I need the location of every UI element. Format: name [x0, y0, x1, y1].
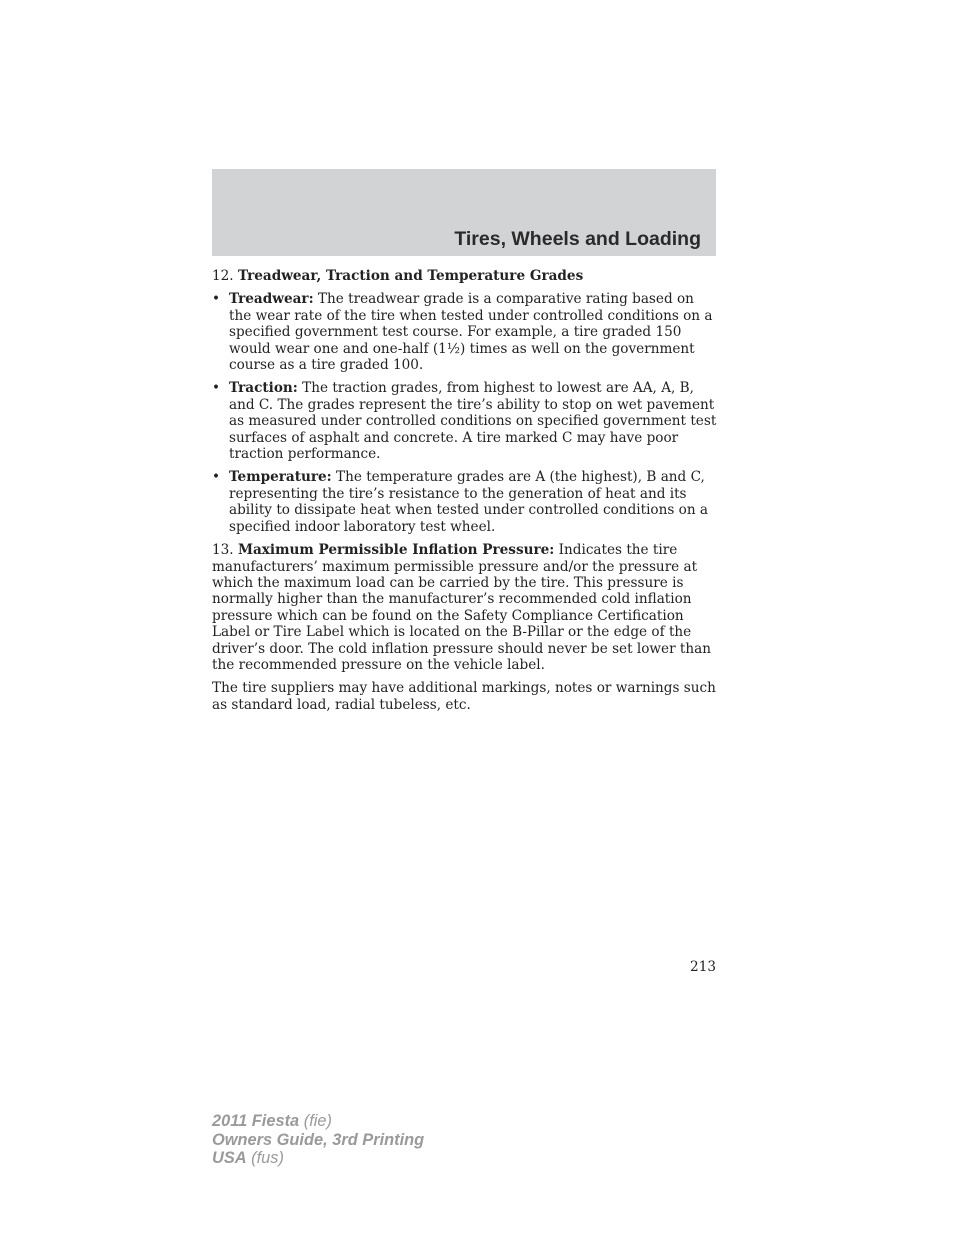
bullet-label: Traction: — [229, 380, 298, 397]
section-title: Tires, Wheels and Loading — [454, 228, 701, 250]
bullet-text: The traction grades, from highest to lowest are AA, A, B, and C. The grades represent the tire’s ability to stop on wet pavement as measured under controlled conditions on specified government test surfaces of asphalt and concrete. A tire marked C may have poor traction performance. — [229, 380, 717, 463]
bullet-glyph: • — [212, 291, 221, 308]
list-item-traction — [212, 380, 718, 462]
item-13-paragraph — [212, 542, 718, 673]
footer-line-1 — [212, 1112, 424, 1131]
item-13-number: 13. — [212, 542, 234, 559]
list-item-temperature — [212, 469, 718, 535]
footer-model: 2011 Fiesta — [212, 1112, 300, 1130]
footer-imprint — [212, 1112, 424, 1168]
item-13-text: Indicates the tire manufacturers’ maximum permissible pressure and/or the pressure at which the maximum load can be carried by the tire. This pressure is normally higher than the manufacturer’s recommended cold inflation pressure which can be found on the Safety Compliance Certification Label or Tire Label which is located on the B-Pillar or the edge of the driver’s door. The cold inflation pressure should never be set lower than the recommended pressure on the vehicle label. — [212, 542, 711, 673]
page-content — [212, 268, 718, 720]
closing-paragraph: The tire suppliers may have additional markings, notes or warnings such as standard load, radial tubeless, etc. — [212, 680, 716, 713]
grades-list — [212, 291, 718, 535]
page-number: 213 — [690, 959, 716, 975]
list-item-treadwear — [212, 291, 718, 373]
bullet-text: The treadwear grade is a comparative rating based on the wear rate of the tire when tested under controlled conditions on a specified government test course. For example, a tire graded 150 would wear one and one-half (1½) times as well on the government course as a tire graded 100. — [229, 291, 713, 374]
footer-market-code: (fus) — [251, 1149, 284, 1167]
bullet-label: Temperature: — [229, 469, 332, 486]
footer-line-2: Owners Guide, 3rd Printing — [212, 1130, 425, 1149]
footer-line-3 — [212, 1149, 424, 1168]
bullet-glyph: • — [212, 380, 221, 397]
footer-model-code: (fie) — [303, 1112, 332, 1130]
bullet-label: Treadwear: — [229, 291, 314, 308]
item-12-heading — [212, 268, 718, 284]
bullet-glyph: • — [212, 469, 221, 486]
bullet-text: The temperature grades are A (the highest), B and C, representing the tire’s resistance to the generation of heat and its ability to dissipate heat when tested under controlled conditions on a specified indoor laboratory test wheel. — [229, 469, 709, 535]
item-12-title: Treadwear, Traction and Temperature Grades — [237, 268, 584, 284]
item-12-number: 12. — [212, 268, 234, 284]
footer-market: USA — [212, 1149, 247, 1167]
item-13-label: Maximum Permissible Inflation Pressure: — [237, 542, 555, 559]
section-header-band — [212, 169, 716, 256]
